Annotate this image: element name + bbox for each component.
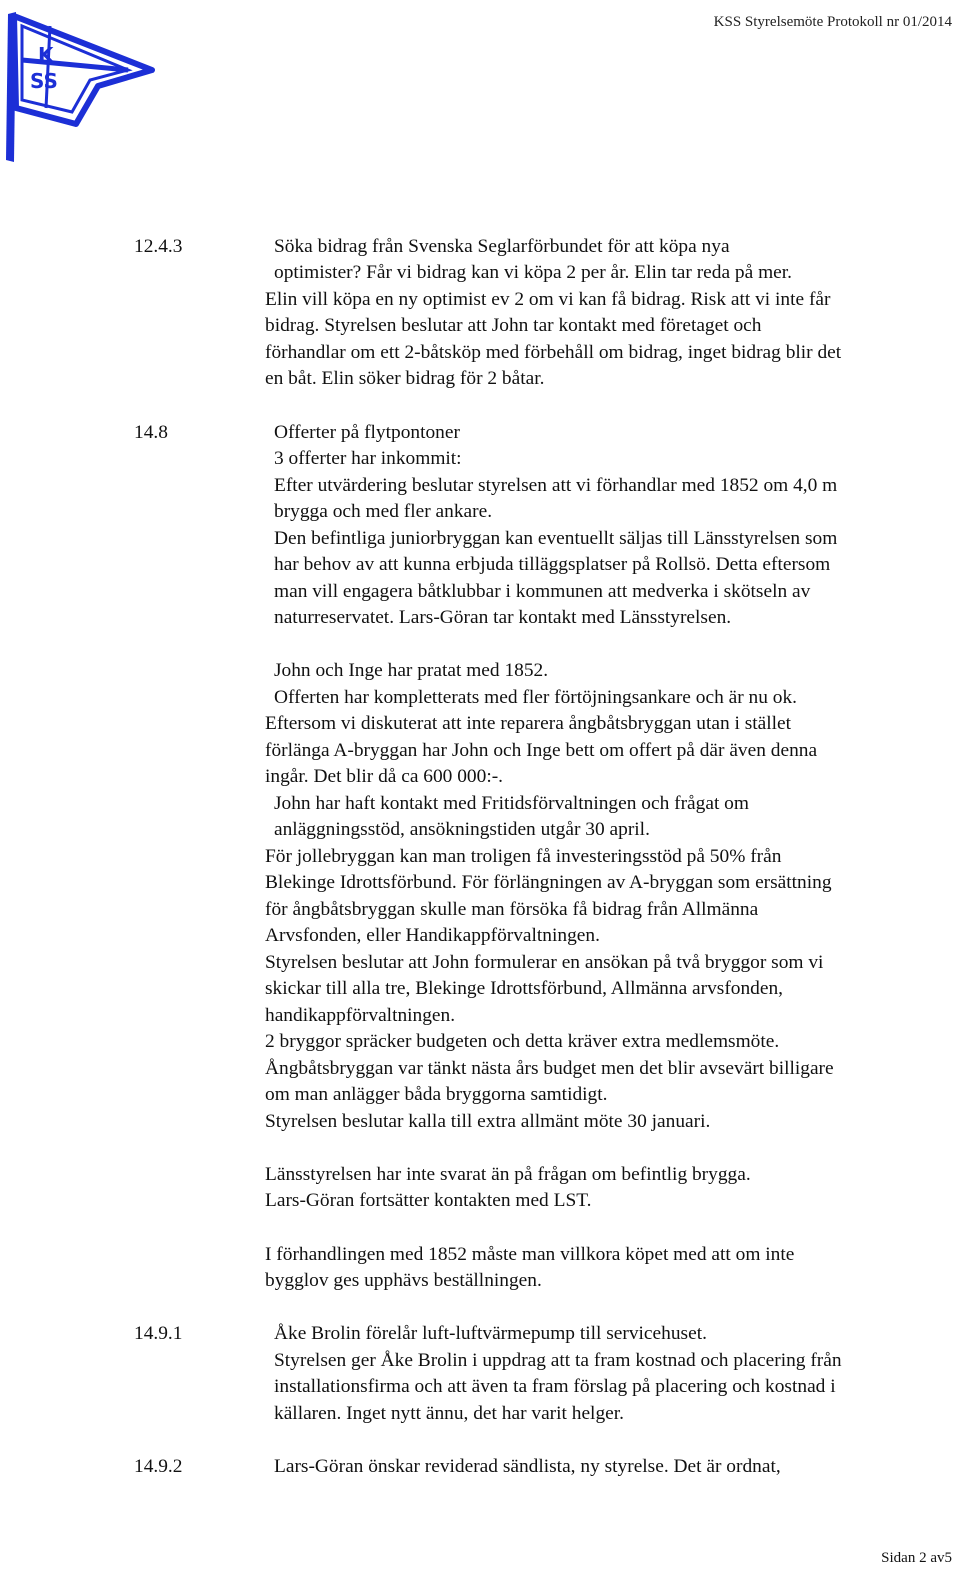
text-line: optimister? Får vi bidrag kan vi köpa 2 per år. Elin tar reda på mer. — [274, 262, 792, 283]
text-line: Arvsfonden, eller Handikappförvaltningen. — [265, 925, 600, 946]
text-line: brygga och med fler ankare. — [274, 501, 493, 522]
text-line: installationsfirma och att även ta fram förslag på placering och kostnad i — [274, 1376, 836, 1397]
text-line: Blekinge Idrottsförbund. För förlängningen av A-bryggan som ersättning — [265, 872, 832, 893]
text-line: Lars-Göran önskar reviderad sändlista, ny styrelse. Det är ordnat, — [274, 1456, 781, 1477]
text-line: Eftersom vi diskuterat att inte reparera ångbåtsbryggan utan i stället — [265, 713, 792, 734]
text-line: Styrelsen beslutar att John formulerar en ansökan på två bryggor som vi — [265, 952, 824, 973]
section-number: 14.9.1 — [134, 1323, 183, 1344]
section-number: 14.9.2 — [134, 1456, 183, 1477]
text-line: Länsstyrelsen har inte svarat än på frågan om befintlig brygga. — [265, 1164, 751, 1185]
text-line: bidrag. Styrelsen beslutar att John tar kontakt med företaget och — [265, 315, 762, 336]
text-line: om man anlägger båda bryggorna samtidigt. — [265, 1084, 608, 1105]
text-line: bygglov ges upphävs beställningen. — [265, 1270, 542, 1291]
text-line: Efter utvärdering beslutar styrelsen att vi förhandlar med 1852 om 4,0 m — [274, 475, 838, 496]
text-line: Styrelsen beslutar kalla till extra allmänt möte 30 januari. — [265, 1111, 711, 1132]
text-line: I förhandlingen med 1852 måste man villkora köpet med att om inte — [265, 1244, 795, 1265]
text-line: Offerter på flytpontoner — [274, 422, 460, 443]
section-number: 14.8 — [134, 422, 168, 443]
text-line: skickar till alla tre, Blekinge Idrottsförbund, Allmänna arvsfonden, — [265, 978, 784, 999]
text-line: Lars-Göran fortsätter kontakten med LST. — [265, 1190, 592, 1211]
text-line: Elin vill köpa en ny optimist ev 2 om vi kan få bidrag. Risk att vi inte får — [265, 289, 831, 310]
section-number: 12.4.3 — [134, 236, 183, 257]
text-line: anläggningsstöd, ansökningstiden utgår 30 april. — [274, 819, 650, 840]
logo-text-top: K — [38, 43, 54, 67]
text-line: källaren. Inget nytt ännu, det har varit helger. — [274, 1403, 624, 1424]
page-number: Sidan 2 av5 — [881, 1550, 952, 1566]
text-line: 2 bryggor spräcker budgeten och detta kräver extra medlemsmöte. — [265, 1031, 780, 1052]
text-line: naturreservatet. Lars-Göran tar kontakt med Länsstyrelsen. — [274, 607, 732, 628]
text-line: för ångbåtsbryggan skulle man försöka få bidrag från Allmänna — [265, 899, 759, 920]
text-line: För jollebryggan kan man troligen få investeringsstöd på 50% från — [265, 846, 782, 867]
text-line: Offerten har kompletterats med fler förtöjningsankare och är nu ok. — [274, 687, 797, 708]
text-line: handikappförvaltningen. — [265, 1005, 456, 1026]
text-line: Den befintliga juniorbryggan kan eventuellt säljas till Länsstyrelsen som — [274, 528, 838, 549]
text-line: 3 offerter har inkommit: — [274, 448, 462, 469]
text-line: Söka bidrag från Svenska Seglarförbundet för att köpa nya — [274, 236, 730, 257]
text-line: ingår. Det blir då ca 600 000:-. — [265, 766, 504, 787]
club-logo-pennant — [2, 4, 157, 164]
text-line: har behov av att kunna erbjuda tilläggsplatser på Rollsö. Detta eftersom — [274, 554, 831, 575]
text-line: förlänga A-bryggan har John och Inge bett om offert på där även denna — [265, 740, 818, 761]
text-line: Ångbåtsbryggan var tänkt nästa års budget men det blir avsevärt billigare — [265, 1058, 834, 1079]
text-line: Styrelsen ger Åke Brolin i uppdrag att ta fram kostnad och placering från — [274, 1350, 842, 1371]
document-header-title: KSS Styrelsemöte Protokoll nr 01/2014 — [713, 14, 952, 30]
text-line: man vill engagera båtklubbar i kommunen att medverka i skötseln av — [274, 581, 811, 602]
text-line: Åke Brolin förelår luft-luftvärmepump till servicehuset. — [274, 1323, 707, 1344]
text-line: John har haft kontakt med Fritidsförvaltningen och frågat om — [274, 793, 749, 814]
logo-text-bottom: SS — [30, 69, 58, 93]
text-line: förhandlar om ett 2-båtsköp med förbehåll om bidrag, inget bidrag blir det — [265, 342, 842, 363]
text-line: John och Inge har pratat med 1852. — [274, 660, 549, 681]
text-line: en båt. Elin söker bidrag för 2 båtar. — [265, 368, 545, 389]
